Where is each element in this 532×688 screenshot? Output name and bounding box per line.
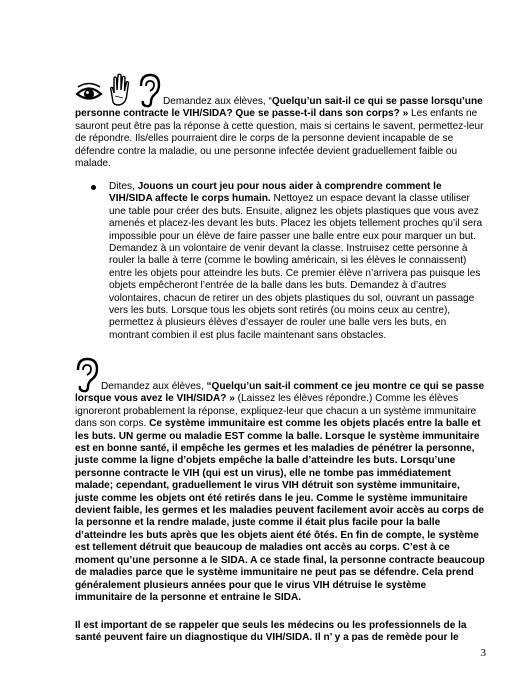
explain-lead: Demandez aux élèves, — [101, 381, 207, 392]
bullet-text — [109, 181, 487, 342]
diagnosis-bold: Il est important de se rappeler que seuls les médecins ou les professionnels de la santé peuvent faire un diagnostique du VIH/SIDA. Il n’ y a pas de remède pour le — [75, 620, 467, 644]
page-number: 3 — [480, 647, 486, 659]
bullet-icon — [91, 185, 96, 190]
paragraph-diagnosis — [75, 620, 485, 645]
intro-lead: Demandez aux élèves, “ — [163, 96, 272, 107]
intro-rest: Les enfants ne sauront peut être pas la réponse à cette question, mais si certains le savent, permettez-leur de répondre. Ils/elles pourraient dire le corps de la personne devient incapable de se défendre contre la maladie, ou une personne infectée devient graduellement faible ou malade. — [75, 108, 484, 170]
paragraph-intro-question — [75, 96, 485, 170]
explain-mid: (Laissez les élèves répondre.) Comme les élèves ignoreront probablement la réponse, expliquez-leur que chacun a un système immunitaire dans son corps. — [75, 393, 477, 430]
bullet-rest: Nettoyez un espace devant la classe utiliser une table pour créer des buts. Ensuite, alignez les objets plastiques que vous avez amenés et placez-les devant les buts. Placez les objets tellement proches qu’il sera impossible pour un élève de faire passer une balle entre eux pour marquer un but. Demandez à un volontaire de venir devant la classe. Instruisez cette personne à rouler la balle à terre (comme le bowling américain, si les élèves le connaissent) entre les objets pour atteindre les buts. Ce premier élève n’arrivera pas puisque les objets empêcheront l’entrée de la balle dans les buts. Demandez à d’autres volontaires, chacun de retirer un des objets plastiques du sol, ouvrant un passage vers les buts. Lorsque tous les objets sont retirés (ou moins ceux au centre), permettez à plusieurs élèves d’essayer de rouler une balle vers les buts, en montrant combien il est plus facile maintenant sans obstacles. — [109, 193, 483, 341]
intro-question: Quelqu’un sait-il ce qui se passe lorsqu’une personne contracte le VIH/SIDA? Que se passe-t-il dans son corps? » — [75, 96, 483, 120]
paragraph-game-explanation — [75, 381, 485, 604]
bullet-lead: Dites, — [109, 181, 138, 192]
bullet-bold: Jouons un court jeu pour nous aider à comprendre comment le VIH/SIDA affecte le corps humain. — [109, 181, 442, 205]
explain-bold: Ce système immunitaire est comme les objets placés entre la balle et les buts. UN germe ou maladie EST comme la balle. Lorsque le système immunitaire est en bonne santé, il empêche les germes et les maladies de pénétrer la personne, juste comme la ligne d’objets empêche la balle d’atteindre les buts. Lorsqu’une personne contracte le VIH (qui est un virus), elle ne tombe pas immédiatement malade; cependant, graduellement le virus VIH détruit son système immunitaire, juste comme les objets ont été retirés dans le jeu. Comme le système immunitaire devient faible, les germes et les maladies peuvent facilement avoir accès au corps de la personne et la rendre malade, juste comme il était plus facile pour la balle d’atteindre les buts après que les objets aient été ôtés. En fin de compte, le système est tellement détruit que beaucoup de maladies ont accès au corps. C’est à ce moment qu’une personne a le SIDA. A ce stade final, la personne contracte beaucoup de maladies parce que le système immunitaire ne peut pas se défendre. Cela prend généralement plusieurs années pour que le virus VIH détruise le système immunitaire de la personne et entraine le SIDA. — [75, 418, 485, 603]
explain-question: “Quelqu’un sait-il comment ce jeu montre ce qui se passe lorsque vous avez le VIH/SIDA? » — [75, 381, 485, 405]
